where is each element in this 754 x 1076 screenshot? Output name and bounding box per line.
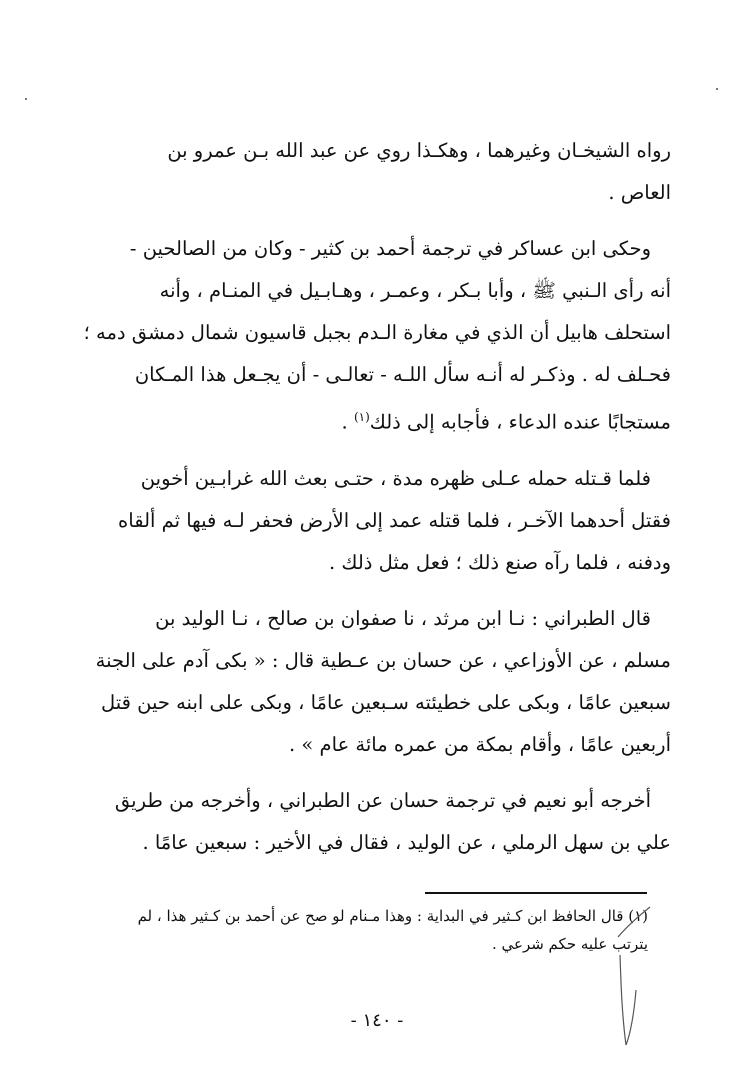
text-line: قال الطبراني : نـا ابن مرثد ، نا صفوان بن صالح ، نـا الوليد بن [155, 606, 651, 630]
text-line: أربعين عامًا ، وأقام بمكة من عمره مائة عام » . [289, 732, 671, 756]
text-line: علي بن سهل الرملي ، عن الوليد ، فقال في الأخير : سبعين عامًا . [142, 830, 671, 854]
paragraph-1 [75, 130, 671, 214]
text-line: رواه الشيخـان وغيرهما ، وهكـذا روي عن عبد الله بـن عمرو بن [167, 139, 671, 162]
text-line: أخرجه أبو نعيم في ترجمة حسان عن الطبراني ، وأخرجه من طريق [114, 788, 651, 812]
main-text [75, 130, 671, 864]
text-line: سبعين عامًا ، وبكى على خطيئته سـبعين عامًا ، وبكى على ابنه حين قتل [100, 690, 671, 714]
paragraph-4 [75, 598, 671, 766]
paragraph-3 [75, 458, 671, 584]
text-fragment: مستجابًا عنده الدعاء ، فأجابه إلى ذلك [369, 410, 671, 434]
text-line: ودفنه ، فلما رآه صنع ذلك ؛ فعل مثل ذلك . [328, 550, 671, 574]
footnote [78, 902, 648, 958]
text-fragment: . [341, 410, 354, 434]
text-line: استحلف هابيل أن الذي في مغارة الـدم بجبل قاسيون شمال دمشق دمه ؛ [83, 321, 671, 344]
paragraph-2 [75, 228, 671, 444]
scan-speck [716, 88, 718, 90]
footnote-line: يترتب عليه حكم شرعي . [491, 935, 648, 953]
footnote-separator [425, 892, 647, 894]
scan-speck [25, 98, 27, 100]
footnote-reference[interactable]: (١) [353, 410, 370, 424]
text-line: فقتل أحدهما الآخـر ، فلما قتله عمد إلى الأرض فحفر لـه فيها ثم ألقاه [118, 508, 671, 532]
paragraph-5 [75, 780, 671, 864]
text-line: العاص . [608, 181, 671, 204]
text-line: أنه رأى الـنبي ﷺ ، وأبا بـكر ، وعمـر ، وهـابـيل في المنـام ، وأنه [159, 279, 671, 302]
page-number: - ١٤٠ - [350, 1010, 404, 1031]
margin-pencil-mark [600, 895, 660, 1055]
footnote-line: (١) قال الحافظ ابن كـثير في البداية : وهذا مـنام لو صح عن أحمد بن كـثير هذا ، لم [137, 907, 648, 925]
text-line: فلما قـتله حمله عـلى ظهره مدة ، حتـى بعث الله غرابـين أخوين [140, 466, 651, 490]
text-line: مسلم ، عن الأوزاعي ، عن حسان بن عـطية قال : « بكى آدم على الجنة [95, 648, 671, 672]
text-line: وحكى ابن عساكر في ترجمة أحمد بن كثير - وكان من الصالحين - [129, 237, 651, 260]
text-line: فحـلف له . وذكـر له أنـه سأل اللـه - تعالـى - أن يجـعل هذا المـكان [134, 363, 671, 386]
text-line [75, 396, 671, 444]
